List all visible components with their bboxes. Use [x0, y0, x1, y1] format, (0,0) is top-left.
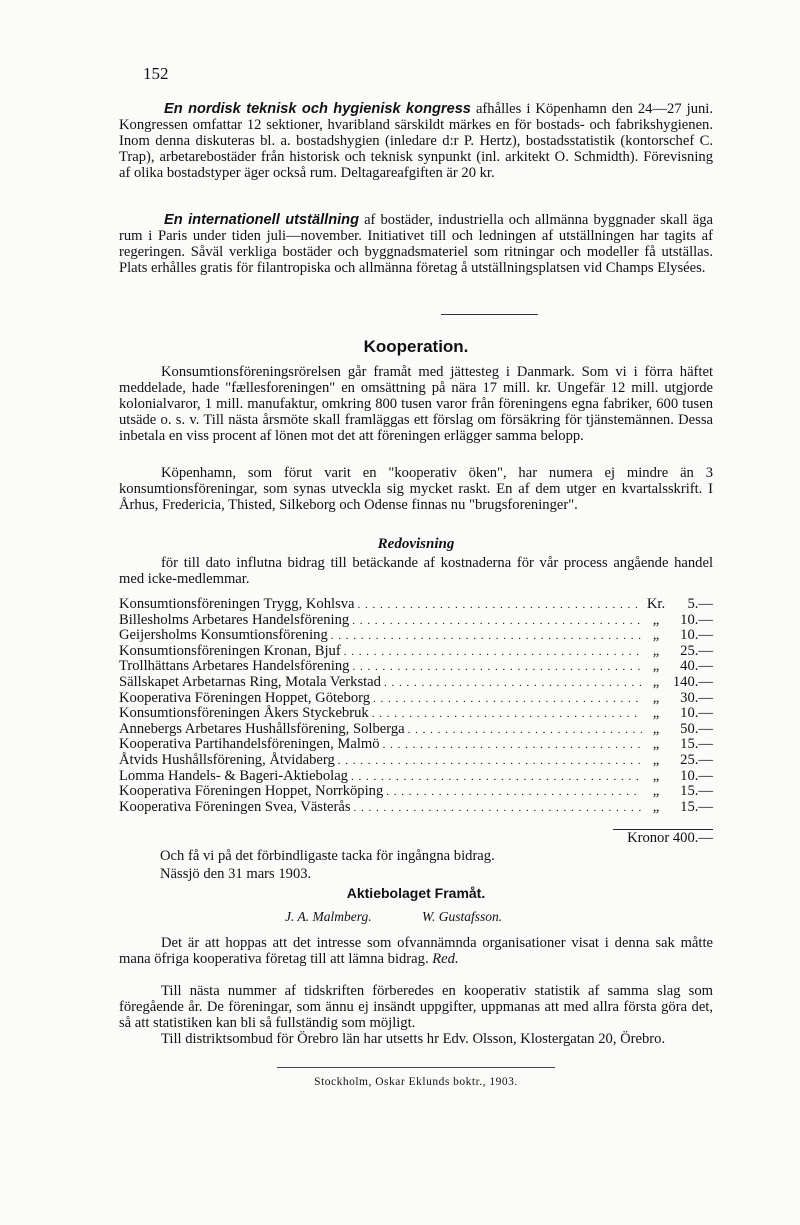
leader-dots — [338, 755, 642, 767]
ledger-row — [119, 643, 713, 659]
ledger-unit: „ — [652, 736, 660, 753]
paragraph-copenhagen: Köpenhamn, som förut varit en "kooperativ öken", har numera ej mindre än 3 konsumtionsföreningar, som synas utveckla sig mycket raskt. En af dem utger en kvartalsskrift. I Århus, Fredericia, Thisted, Silkeborg och Odense finnas nu "brugsforeninger". — [119, 465, 713, 514]
ledger-amount: 15.— — [680, 798, 713, 815]
ledger-row — [119, 705, 713, 721]
printer-line: Stockholm, Oskar Eklunds boktr., 1903. — [314, 1076, 518, 1088]
ledger-row — [119, 736, 713, 752]
ledger-amount: 25.— — [680, 751, 713, 768]
ledger-row — [119, 752, 713, 768]
ledger-row — [119, 612, 713, 628]
ledger-row — [119, 721, 713, 737]
ledger-row — [119, 799, 713, 815]
paragraph-denmark: Konsumtionsföreningsrörelsen går framåt med jättesteg i Danmark. Som vi i förra häftet meddelade, hade "fællesforeningen" en omsättning på nära 17 mill. kr. Ungefär 12 mill. utgjorde kolonialvaror, 1 mill. manufaktur, omkring 800 tusen varor från föreningens egna fabriker, 600 tusen utsäde o. s. v. Till nästa årsmöte skall framläggas ett förslag om försäkring för tjänstemännen. Dessa inbetala en viss procent af lönen mot det att föreningen erlägger samma belopp. — [119, 364, 713, 445]
leader-dots — [344, 646, 642, 658]
leader-dots — [351, 771, 642, 783]
ledger-name: Billesholms Arbetares Handelsförening — [119, 611, 350, 628]
section-divider — [441, 314, 538, 315]
paragraph-district: Till distriktsombud för Örebro län har utsetts hr Edv. Olsson, Klostergatan 20, Örebro. — [161, 1031, 666, 1047]
leader-dots — [373, 693, 642, 705]
ledger-amount: 10.— — [680, 627, 713, 644]
ledger-amount: 25.— — [680, 642, 713, 659]
leader-dots — [384, 677, 642, 689]
ledger-amount: 140.— — [672, 673, 713, 690]
paragraph-statistics: Till nästa nummer af tidskriften förberedes en kooperativ statistik af samma slag som föregående år. De föreningar, som ännu ej insändt uppgifter, uppmanas att med allra första göra det, så att statistiken kan bli så fullständig som möjligt. — [119, 983, 713, 1032]
ledger-row — [119, 783, 713, 799]
closing-thanks: Och få vi på det förbindligaste tacka för ingångna bidrag. — [160, 848, 495, 864]
firm-name: Aktiebolaget Framåt. — [346, 885, 486, 901]
ledger-row — [119, 596, 713, 612]
paragraph-lead: En nordisk teknisk och hygienisk kongress — [164, 101, 471, 117]
ledger-amount: 10.— — [680, 705, 713, 722]
paragraph-redovisning: för till dato influtna bidrag till betäckande af kostnaderna för vår process angående handel med icke-medlemmar. — [119, 555, 713, 588]
ledger-amount: 10.— — [680, 611, 713, 628]
ledger-name: Kooperativa Föreningen Hoppet, Göteborg — [119, 689, 371, 706]
signature: J. A. Malmberg. — [285, 909, 372, 924]
ledger-row — [119, 674, 713, 690]
leader-dots — [386, 786, 642, 798]
editor-mark: Red. — [432, 951, 459, 968]
leader-dots — [352, 661, 642, 673]
ledger-total: Kronor 400.— — [627, 830, 713, 846]
ledger-unit: „ — [652, 751, 660, 768]
closing-date: Nässjö den 31 mars 1903. — [160, 866, 312, 882]
ledger-unit: „ — [652, 783, 660, 800]
paragraph-text: af bostäder, industriella och allmänna byggnader skall äga rum i Paris under tiden juli—november. Initiativet till och ledningen af utställningen har tagits af regeringen. Såväl verkliga bostäder och byggnadsmateriel som ritningar och modeller få utställas. Plats erhålles gratis för filantropiska och allmänna företag å utställningsplatsen vid Champs Elysées. — [119, 212, 714, 277]
ledger-unit: „ — [652, 673, 660, 690]
ledger-unit: „ — [652, 642, 660, 659]
ledger-name: Konsumtionsföreningen Trygg, Kohlsva — [119, 596, 355, 612]
paragraph-text: Det är att hoppas att det intresse som ofvannämnda organisationer visat i denna sak måtte mana öfriga kooperativa företag till att lämna bidrag. — [119, 935, 713, 968]
paragraph-exhibition — [119, 212, 713, 276]
ledger-name: Konsumtionsföreningen Kronan, Bjuf — [119, 642, 341, 659]
ledger-name: Lomma Handels- & Bageri-Aktiebolag — [119, 767, 348, 784]
ledger-name: Konsumtionsföreningen Åkers Styckebruk — [119, 705, 369, 722]
paragraph-lead: En internationell utställning — [164, 212, 359, 228]
ledger-name: Sällskapet Arbetarnas Ring, Motala Verkstad — [119, 673, 381, 690]
ledger-name: Åtvids Hushållsförening, Åtvidaberg — [119, 751, 335, 768]
ledger-unit: „ — [652, 611, 660, 628]
paragraph-editor-note — [119, 935, 713, 967]
footer-rule — [277, 1067, 555, 1068]
ledger-amount: 15.— — [680, 736, 713, 753]
section-heading: Kooperation. — [363, 337, 469, 356]
ledger-unit: „ — [652, 658, 660, 675]
ledger-unit: „ — [652, 798, 660, 815]
leader-dots — [354, 802, 642, 814]
leader-dots — [408, 724, 642, 736]
ledger-unit: „ — [652, 767, 660, 784]
ledger-row — [119, 690, 713, 706]
ledger-amount: 5.— — [687, 596, 713, 612]
ledger-unit: „ — [652, 627, 660, 644]
ledger-name: Kooperativa Föreningen Hoppet, Norrköping — [119, 783, 384, 800]
redovisning-heading: Redovisning — [377, 536, 455, 552]
signature: W. Gustafsson. — [422, 909, 503, 924]
ledger-name: Trollhättans Arbetares Handelsförening — [119, 658, 350, 675]
leader-dots — [358, 599, 642, 611]
ledger-name: Kooperativa Partihandelsföreningen, Malmö — [119, 736, 380, 753]
contribution-ledger — [119, 596, 713, 814]
ledger-amount: 15.— — [680, 783, 713, 800]
page-number: 152 — [143, 64, 169, 83]
leader-dots — [383, 739, 642, 751]
ledger-unit: „ — [652, 720, 660, 737]
ledger-name: Geijersholms Konsumtionsförening — [119, 627, 328, 644]
ledger-unit: „ — [652, 705, 660, 722]
ledger-amount: 40.— — [680, 658, 713, 675]
ledger-name: Kooperativa Föreningen Svea, Västerås — [119, 798, 351, 815]
ledger-name: Annebergs Arbetares Hushållsförening, Solberga — [119, 720, 405, 737]
ledger-unit: „ — [652, 689, 660, 706]
ledger-amount: 10.— — [680, 767, 713, 784]
leader-dots — [352, 615, 642, 627]
ledger-unit: Kr. — [646, 596, 666, 612]
ledger-row — [119, 768, 713, 784]
ledger-row — [119, 658, 713, 674]
leader-dots — [331, 630, 642, 642]
leader-dots — [372, 708, 642, 720]
paragraph-congress — [119, 101, 713, 181]
ledger-amount: 50.— — [680, 720, 713, 737]
ledger-row — [119, 627, 713, 643]
paragraph-text: afhålles i Köpenhamn den 24—27 juni. Kongressen omfattar 12 sektioner, hvaribland särskildt märkes en för bostads- och fabrikshygienen. Inom denna diskuteras bl. a. bostadshygien (inledare d:r P. Hertz), bostadsstatistik (kontorschef C. Trap), arbetarebostäder från historisk och teknisk synpunkt (inl. arkitekt O. Schmidth). Förevisning af olika bostadstyper äger också rum. Deltagareafgiften är 20 kr. — [119, 101, 714, 182]
ledger-amount: 30.— — [680, 689, 713, 706]
